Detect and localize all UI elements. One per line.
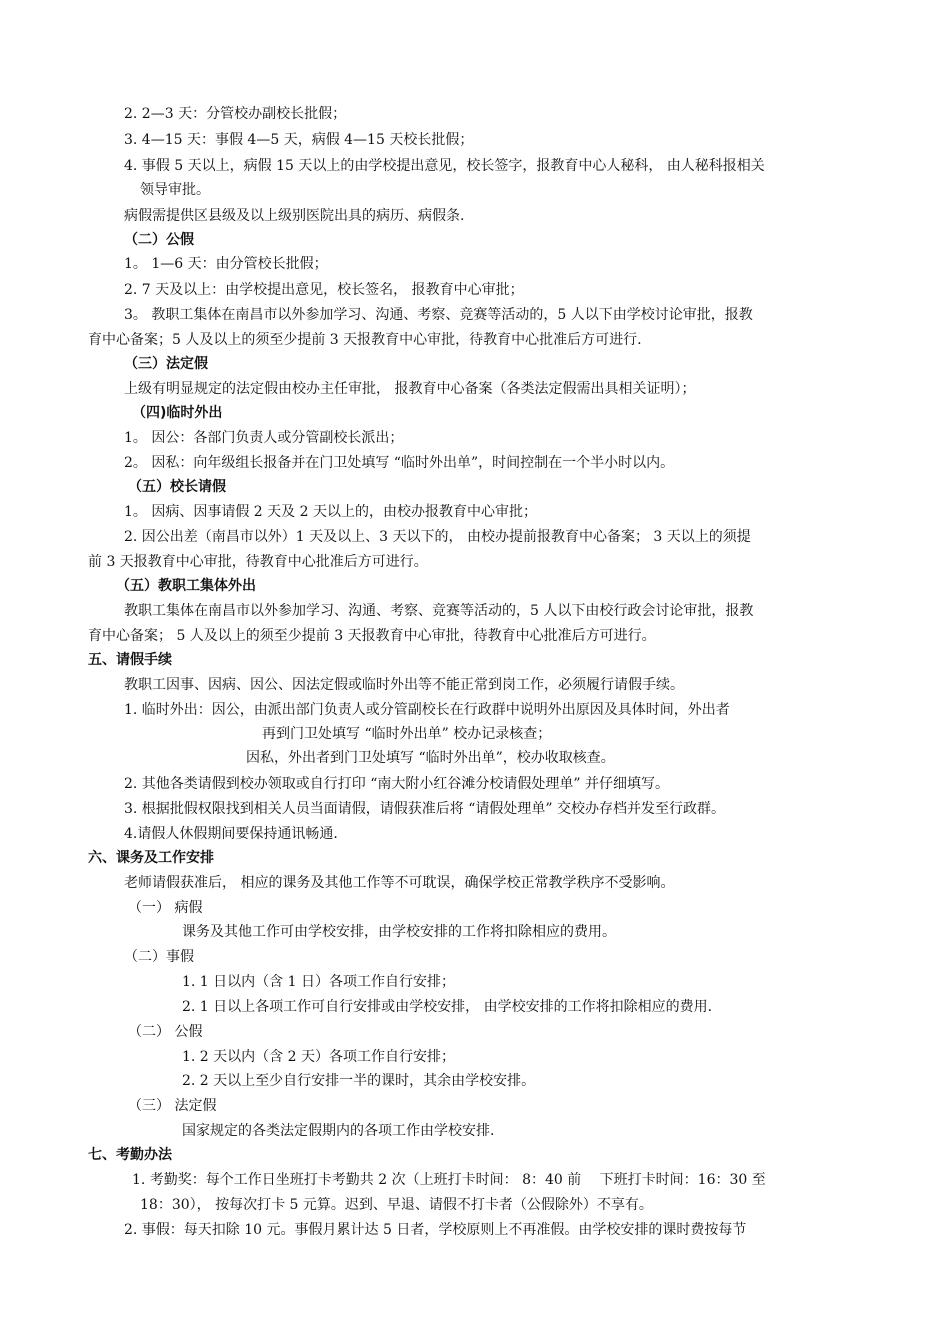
text-line: 育中心备案； 5 人及以上的须至少提前 3 天报教育中心审批，待教育中心批准后方可进行。 (88, 628, 656, 644)
text-line: 因私，外出者到门卫处填写 “临时外出单”，校办收取核查。 (246, 750, 615, 766)
text-line: 育中心备案；5 人及以上的须至少提前 3 天报教育中心审批，待教育中心批准后方可进行. (88, 332, 642, 348)
text-line: 课务及其他工作可由学校安排，由学校安排的工作将扣除相应的费用。 (182, 924, 616, 940)
text-line: 2. 2 天以上至少自行安排一半的课时，其余由学校安排。 (182, 1073, 536, 1089)
text-line: 3。 教职工集体在南昌市以外参加学习、沟通、考察、竞赛等活动的，5 人以下由学校讨论审批，报教 (124, 307, 753, 323)
text-line: 2. 其他各类请假到校办领取或自行打印 “南大附小红谷滩分校请假处理单” 并仔细填写。 (124, 776, 670, 792)
text-line: 1。 因病、因事请假 2 天及 2 天以上的，由校办报教育中心审批； (124, 504, 537, 520)
text-line: 1。 因公：各部门负责人或分管副校长派出； (124, 430, 404, 446)
section-heading: （四)临时外出 (132, 405, 223, 421)
text-line: 2. 2—3 天：分管校办副校长批假； (124, 106, 347, 122)
text-line: 2. 事假：每天扣除 10 元。事假月累计达 5 日者，学校原则上不再准假。由学校安排的课时费按每节 (124, 1222, 747, 1238)
text-line: 领导审批。 (140, 182, 210, 198)
section-heading: （五）校长请假 (128, 479, 226, 495)
text-line: 病假需提供区县级及以上级别医院出具的病历、病假条. (124, 208, 465, 224)
text-line: 2。 因私：向年级组长报备并在门卫处填写 “临时外出单”，时间控制在一个半小时以内。 (124, 455, 675, 471)
text-line: 老师请假获准后， 相应的课务及其他工作等不可耽误，确保学校正常教学秩序不受影响。 (124, 875, 675, 891)
text-line: 2. 7 天及以上：由学校提出意见，校长签名， 报教育中心审批； (124, 282, 524, 298)
text-line: 2. 因公出差（南昌市以外）1 天及以上、3 天以下的， 由校办提前报教育中心备案； 3 天以上的须提 (124, 529, 751, 545)
chapter-heading: 五、请假手续 (88, 652, 172, 668)
text-line: 1. 考勤奖：每个工作日坐班打卡考勤共 2 次（上班打卡时间： 8：40 前 下班打卡时间：16：30 至 (132, 1172, 766, 1188)
chapter-heading: 七、考勤办法 (88, 1147, 172, 1163)
text-line: （三） 法定假 (128, 1098, 217, 1114)
section-heading: （二）公假 (124, 232, 194, 248)
text-line: 国家规定的各类法定假期内的各项工作由学校安排. (182, 1123, 495, 1139)
text-line: 前 3 天报教育中心审批，待教育中心批准后方可进行。 (88, 554, 428, 570)
text-line: 4. 事假 5 天以上，病假 15 天以上的由学校提出意见，校长签字，报教育中心人秘科， 由人秘科报相关 (124, 158, 765, 174)
text-line: （二）事假 (124, 949, 194, 965)
section-heading: （三）法定假 (124, 356, 208, 372)
text-line: 1. 2 天以内（含 2 天）各项工作自行安排； (182, 1049, 455, 1065)
chapter-heading: 六、课务及工作安排 (88, 850, 214, 866)
text-line: （二） 公假 (128, 1024, 203, 1040)
text-line: 3. 4—15 天：事假 4—5 天，病假 4—15 天校长批假； (124, 132, 474, 148)
text-line: 教职工集体在南昌市以外参加学习、沟通、考察、竞赛等活动的，5 人以下由校行政会讨论审批，报教 (124, 603, 754, 619)
text-line: 1. 临时外出：因公，由派出部门负责人或分管副校长在行政群中说明外出原因及具体时间，外出者 (124, 702, 730, 718)
text-line: 18：30）， 按每次打卡 5 元算。迟到、早退、请假不打卡者（公假除外）不享有。 (140, 1197, 653, 1213)
text-line: 再到门卫处填写 “临时外出单” 校办记录核查； (262, 726, 552, 742)
text-line: 1。 1—6 天：由分管校长批假； (124, 256, 328, 272)
text-line: 3. 根据批假权限找到相关人员当面请假，请假获准后将 “请假处理单” 交校办存档并发至行政群。 (124, 801, 726, 817)
text-line: 2. 1 日以上各项工作可自行安排或由学校安排， 由学校安排的工作将扣除相应的费用. (182, 999, 713, 1015)
text-line: （一） 病假 (128, 900, 203, 916)
text-line: 教职工因事、因病、因公、因法定假或临时外出等不能正常到岗工作，必须履行请假手续。 (124, 677, 684, 693)
text-line: 4.请假人休假期间要保持通讯畅通. (124, 826, 338, 842)
text-line: 1. 1 日以内（含 1 日）各项工作自行安排； (182, 974, 455, 990)
text-line: 上级有明显规定的法定假由校办主任审批， 报教育中心备案（各类法定假需出具相关证明）； (124, 381, 696, 397)
section-heading: （五）教职工集体外出 (116, 578, 256, 594)
